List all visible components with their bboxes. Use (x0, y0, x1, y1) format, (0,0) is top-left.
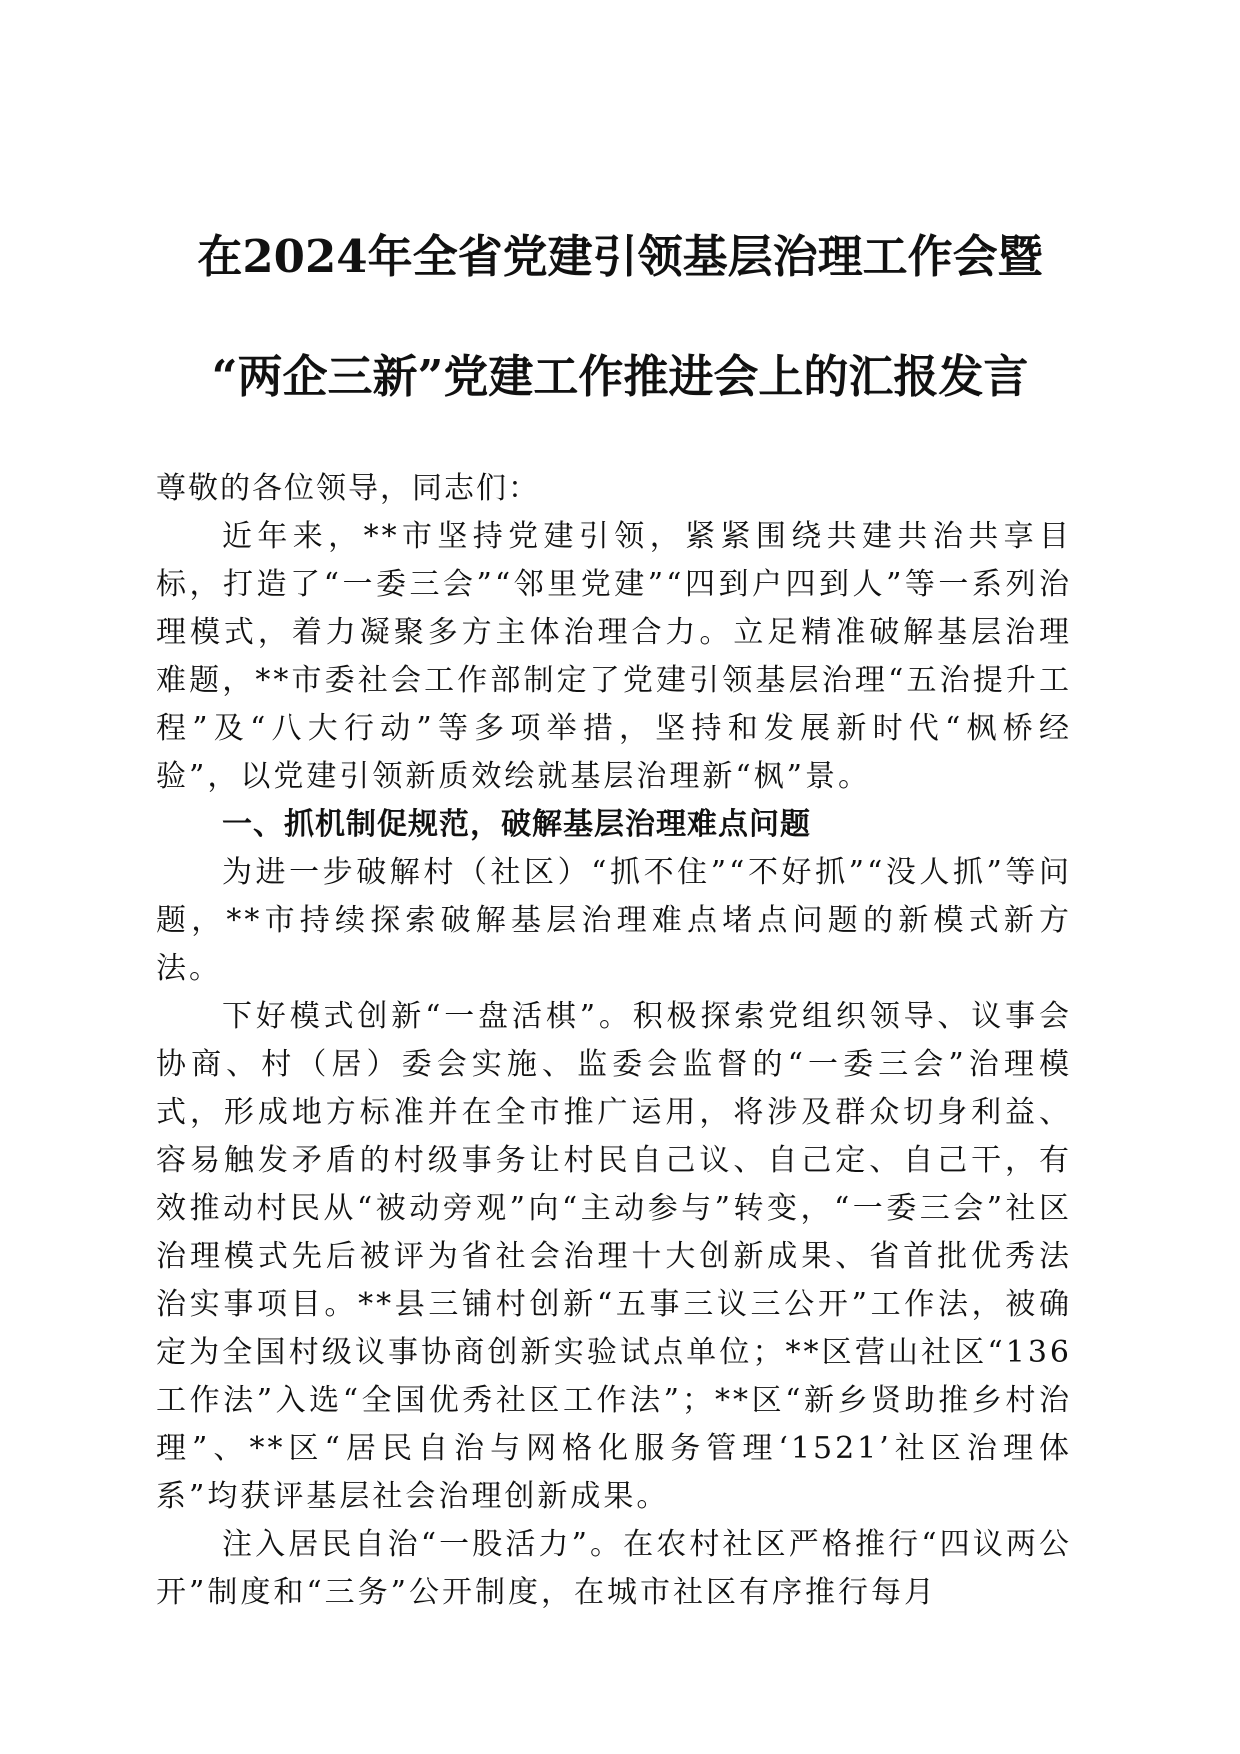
paragraph-intro: 近年来，**市坚持党建引领，紧紧围绕共建共治共享目标，打造了“一委三会”“邻里党建”“四到户四到人”等一系列治理模式，着力凝聚多方主体治理合力。立足精准破解基层治理难题，**市委社会工作部制定了党建引领基层治理“五治提升工程”及“八大行动”等多项举措，坚持和发展新时代“枫桥经验”，以党建引领新质效绘就基层治理新“枫”景。 (156, 519, 1072, 794)
salutation: 尊敬的各位领导，同志们： (156, 471, 540, 506)
paragraph-model-innovation: 下好模式创新“一盘活棋”。积极探索党组织领导、议事会协商、村（居）委会实施、监委会监督的“一委三会”治理模式，形成地方标准并在全市推广运用，将涉及群众切身利益、容易触发矛盾的村级事务让村民自己议、自己定、自己干，有效推动村民从“被动旁观”向“主动参与”转变，“一委三会”社区治理模式先后被评为省社会治理十大创新成果、省首批优秀法治实事项目。**县三铺村创新“五事三议三公开”工作法，被确定为全国村级议事协商创新实验试点单位；**区营山社区“136工作法”入选“全国优秀社区工作法”；**区“新乡贤助推乡村治理”、**区“居民自治与网格化服务管理‘1521’社区治理体系”均获评基层社会治理创新成果。 (156, 999, 1072, 1514)
document-title-line-2: “两企三新”党建工作推进会上的汇报发言 (211, 350, 1029, 403)
document-body (156, 465, 1072, 1617)
paragraph-section-intro: 为进一步破解村（社区）“抓不住”“不好抓”“没人抓”等问题，**市持续探索破解基层治理难点堵点问题的新模式新方法。 (156, 855, 1072, 986)
section-heading-1: 一、抓机制促规范，破解基层治理难点问题 (222, 807, 811, 842)
document-title-line-1: 在2024年全省党建引领基层治理工作会暨 (197, 230, 1043, 283)
paragraph-resident-autonomy: 注入居民自治“一股活力”。在农村社区严格推行“四议两公开”制度和“三务”公开制度，在城市社区有序推行每月 (156, 1527, 1072, 1610)
